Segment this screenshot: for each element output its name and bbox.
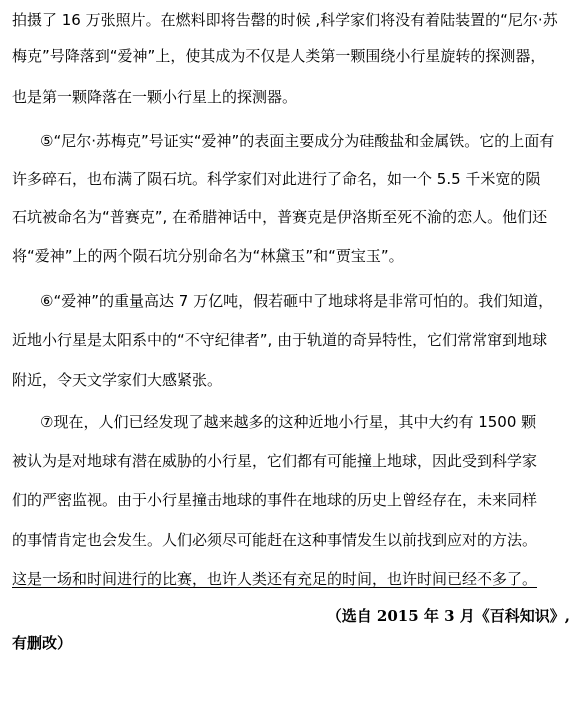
text-line: 拍摄了 16 万张照片。在燃料即将告罄的时候 ,科学家们将没有着陆装置的“尼尔·苏: [12, 11, 558, 29]
underlined-sentence: [12, 569, 572, 589]
text-line: 许多碎石，也布满了陨石坑。科学家们对此进行了命名，如一个 5.5 千米宽的陨: [12, 170, 541, 188]
text-line: 将“爱神”上的两个陨石坑分别命名为“林黛玉”和“贾宝玉”。: [12, 247, 404, 265]
text-line: 石坑被命名为“普赛克”, 在希腊神话中，普赛克是伊洛斯至死不渝的恋人。他们还: [12, 208, 548, 226]
source-citation: （选自 2015 年 3 月《百科知识》,: [326, 607, 570, 625]
text-line: 梅克”号降落到“爱神”上，使其成为不仅是人类第一颗围绕小行星旋转的探测器，: [12, 47, 546, 65]
source-citation-continued: 有删改）: [12, 634, 73, 652]
text-line: 被认为是对地球有潜在威胁的小行星，它们都有可能撞上地球，因此受到科学家: [12, 452, 538, 470]
text-line: 也是第一颗降落在一颗小行星上的探测器。: [12, 88, 298, 106]
paragraph-5-start: ⑤“尼尔·苏梅克”号证实“爱神”的表面主要成分为硅酸盐和金属铁。它的上面有: [40, 132, 555, 150]
text-line: 近地小行星是太阳系中的“不守纪律者”, 由于轨道的奇异特性，它们常常窜到地球: [12, 331, 548, 349]
paragraph-6-start: ⑥“爱神”的重量高达 7 万亿吨，假若砸中了地球将是非常可怕的。我们知道，: [40, 292, 554, 310]
underlined-text: 这是一场和时间进行的比赛，也许人类还有充足的时间，也许时间已经不多了。: [12, 570, 538, 588]
text-line: 附近，令天文学家们大感紧张。: [12, 371, 223, 389]
text-line: 的事情肯定也会发生。人们必须尽可能赶在这种事情发生以前找到应对的方法。: [12, 531, 538, 549]
paragraph-7-start: ⑦现在，人们已经发现了越来越多的这种近地小行星，其中大约有 1500 颗: [40, 413, 537, 431]
text-line: 们的严密监视。由于小行星撞击地球的事件在地球的历史上曾经存在，未来同样: [12, 491, 538, 509]
